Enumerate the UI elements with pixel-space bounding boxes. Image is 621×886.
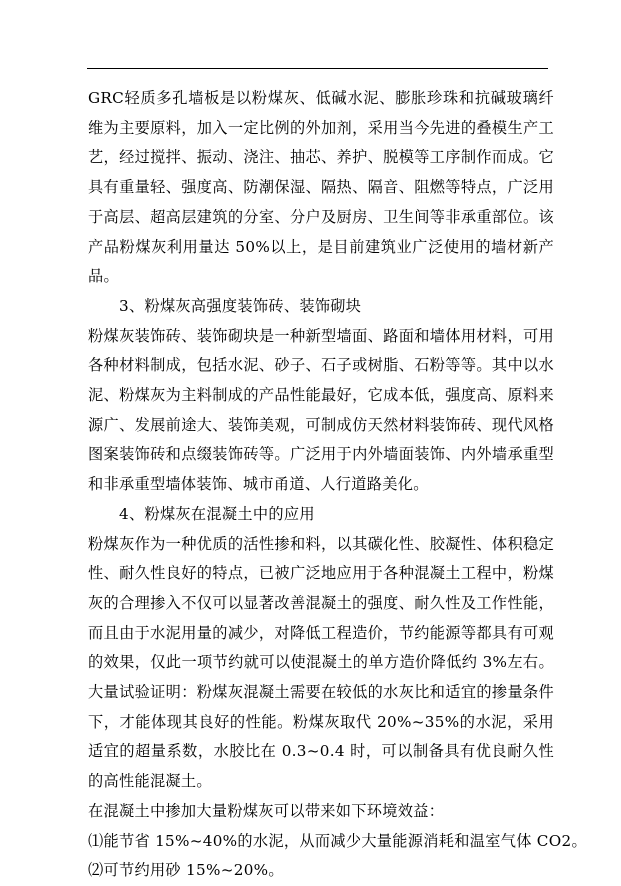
list-item: ⑵可节约用砂 15%~20%。 [88, 861, 284, 880]
document-body [88, 84, 587, 886]
list-item: ⑴能节省 15%~40%的水泥，从而减少大量能源消耗和温室气体 CO2。 [88, 831, 587, 850]
paragraph-grc-board: GRC轻质多孔墙板是以粉煤灰、低碱水泥、膨胀珍珠和抗碱玻璃纤维为主要原料，加入一定比例的外加剂，采用当今先进的叠模生产工艺，经过搅拌、振动、浇注、抽芯、养护、脱模等工序制作而成。它具有重量轻、强度高、防潮保湿、隔热、隔音、阻燃等特点，广泛用于高层、超高层建筑的分室、分户及厨房、卫生间等非承重部位。该产品粉煤灰利用量达 50%以上，是目前建筑业广泛使用的墙材新产品。 [88, 89, 554, 286]
header-rule [87, 68, 548, 69]
paragraph-decorative-brick: 粉煤灰装饰砖、装饰砌块是一种新型墙面、路面和墙体用材料，可用各种材料制成，包括水泥、砂子、石子或树脂、石粉等等。其中以水泥、粉煤灰为主料制成的产品性能最好，它成本低，强度高、原料来源广、发展前途大、装饰美观，可制成仿天然材料装饰砖、现代风格图案装饰砖和点缀装饰砖等。广泛用于内外墙面装饰、内外墙承重型和非承重型墙体装饰、城市甬道、人行道路美化。 [88, 326, 554, 494]
paragraph-environmental-intro: 在混凝土中掺加大量粉煤灰可以带来如下环境效益： [88, 801, 445, 820]
section-heading-3: 3、粉煤灰高强度装饰砖、装饰砌块 [119, 296, 362, 315]
paragraph-concrete-application: 粉煤灰作为一种优质的活性掺和料，以其碳化性、胶凝性、体积稳定性、耐久性良好的特点，已被广泛地应用于各种混凝土工程中，粉煤灰的合理掺入不仅可以显著改善混凝土的强度、耐久性及工作性能，而且由于水泥用量的减少，对降低工程造价，节约能源等都具有可观的效果，仅此一项节约就可以使混凝土的单方造价降低约 3%左右。大量试验证明：粉煤灰混凝土需要在较低的水灰比和适宜的掺量条件下，才能体现其良好的性能。粉煤灰取代 20%~35%的水泥，采用适宜的超量系数，水胶比在 0.3~0.4 时，可以制备具有优良耐久性的高性能混凝土。 [88, 534, 554, 791]
section-heading-4: 4、粉煤灰在混凝土中的应用 [119, 504, 315, 523]
